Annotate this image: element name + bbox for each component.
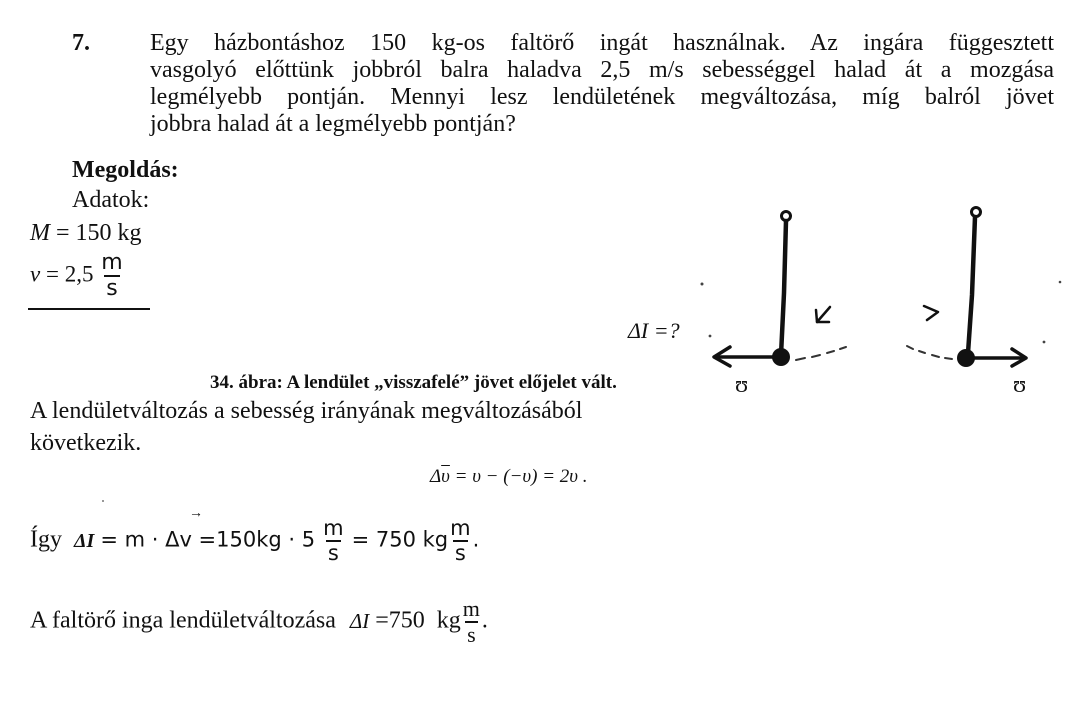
main-eq-unit2-den: s: [454, 541, 466, 565]
solution-heading: Megoldás:: [72, 157, 179, 183]
main-eq-unit1-num: m: [323, 516, 344, 540]
conclusion-unit: [461, 598, 482, 646]
given-speed: [30, 252, 125, 300]
speed-value: = 2,5: [45, 261, 94, 287]
main-eq-part2: = 750 kg: [351, 527, 449, 552]
delta-v-rest: = υ − (−υ) = 2υ .: [449, 466, 588, 487]
problem-line: legmélyebb pontján. Mennyi lesz lendületének megváltozása, míg balról jövet: [150, 84, 1054, 110]
problem-number: 7.: [72, 30, 90, 56]
explanation-line-1: A lendületváltozás a sebesség irányának megváltozásából: [30, 398, 583, 424]
speed-unit: [99, 252, 124, 300]
delta-symbol: Δ: [430, 466, 442, 487]
problem-text: [150, 30, 1054, 138]
speed-unit-num: m: [101, 250, 123, 275]
main-eq-unit1: [321, 518, 345, 564]
conclusion-delta-i: ΔI: [349, 608, 370, 633]
given-mass: [30, 220, 142, 247]
delta-v-equation: [430, 466, 588, 488]
conclusion-unit-den: s: [467, 622, 476, 647]
speck: [102, 500, 104, 502]
left-pendulum: [701, 212, 847, 367]
given-label: Adatok:: [72, 187, 150, 213]
conclusion: [30, 598, 488, 646]
mass-symbol: M: [30, 220, 50, 246]
given-divider: [28, 308, 150, 310]
problem-line: vasgolyó előttünk jobbról balra haladva 2,5 m/s sebességgel halad át a mozgása: [150, 57, 1054, 83]
left-velocity-label: ʊ: [735, 372, 749, 398]
speed-symbol: v: [30, 261, 41, 287]
right-velocity-label: ʊ: [1013, 372, 1027, 398]
conclusion-unit-num: m: [462, 596, 480, 621]
main-eq-part1: = m · Δv =150kg · 5: [100, 527, 316, 552]
conclusion-text: A faltörő inga lendületváltozása: [30, 607, 336, 634]
main-eq-unit1-den: s: [327, 541, 339, 565]
main-eq-prefix: Így: [30, 526, 62, 553]
explanation-line-2: következik.: [30, 430, 142, 456]
main-eq-end: .: [472, 527, 480, 552]
conclusion-end: .: [481, 607, 488, 634]
vector-arrow-icon: →: [189, 506, 203, 521]
speed-unit-den: s: [106, 276, 118, 301]
main-eq-delta-i: ΔI: [74, 529, 95, 552]
main-eq-unit2: [448, 518, 472, 564]
conclusion-value: =750 kg: [375, 607, 461, 634]
problem-line: Egy házbontáshoz 150 kg-os faltörő ingát használnak. Az ingára függesztett: [150, 30, 1054, 56]
main-eq-unit2-num: m: [450, 516, 471, 540]
unknown-delta-i: ΔI =?: [628, 318, 680, 343]
problem-line: jobbra halad át a legmélyebb pontján?: [150, 111, 516, 137]
main-equation: [30, 518, 479, 564]
mass-value: = 150 kg: [56, 220, 142, 246]
v-symbol: $\overline{\upsilon}$: [441, 466, 450, 487]
figure-caption: 34. ábra: A lendület „visszafelé” jövet előjelet vált.: [210, 372, 617, 393]
right-pendulum: [907, 208, 1061, 368]
